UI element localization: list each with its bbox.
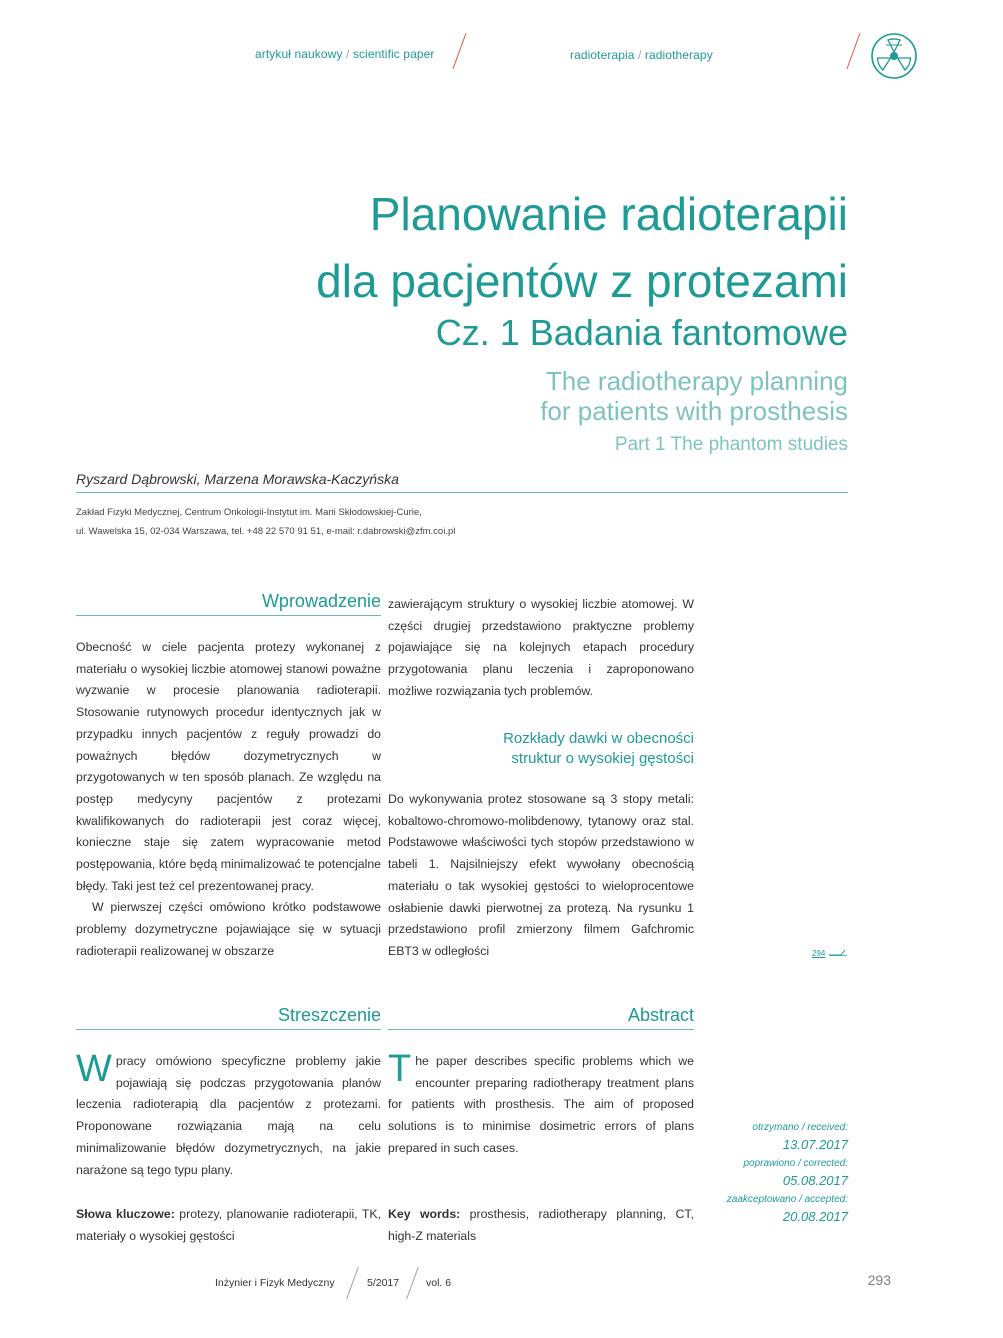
header-type-en: scientific paper — [352, 47, 435, 61]
intro-column-left — [76, 637, 381, 963]
authors: Ryszard Dąbrowski, Marzena Morawska-Kaczyńska — [76, 471, 399, 487]
dose-paragraph-1: Do wykonywania protez stosowane są 3 stopy metali: kobaltowo-chromowo-molibdenowy, tytanowy oraz stal. Podstawowe właściwości tych stopów przedstawiono w tabeli 1. Najsilniejszy efekt wywołany obecnością materiału o tak wysokiej gęstości to wieloprocentowe osłabienie dawki pierwotnej za protezą. Na rysunku 1 przedstawiono profil zmierzony filmem Gafchromic EBT3 w odległości — [388, 792, 694, 958]
received-label: otrzymano / received: — [752, 1122, 848, 1133]
radiation-society-logo-icon — [869, 31, 919, 81]
abstract-dropcap: T — [388, 1048, 412, 1090]
abstract-text — [388, 1048, 694, 1160]
title-en-line-1: The radiotherapy planning — [545, 366, 848, 396]
title-line-2: dla pacjentów z protezami — [316, 255, 848, 307]
keywords-label-pl: Słowa kluczowe: — [76, 1207, 175, 1221]
header-section-right — [570, 48, 713, 62]
header-section-left — [255, 47, 435, 61]
abstract-text-body: he paper describes specific problems which we encounter preparing radiotherapy treatment plans for patients with prosthesis. The aim of proposed solutions is to minimise dosimetric errors of plans prepared in such cases. — [388, 1054, 694, 1155]
received-date: 13.07.2017 — [782, 1137, 848, 1152]
intro-paragraph-2: W pierwszej części omówiono krótko podstawowe problemy dozymetryczne pojawiające się w sytuacji radioterapii realizowanej w obszarze — [76, 900, 381, 958]
abstract-keywords — [388, 1204, 694, 1247]
footer-divider — [346, 1267, 359, 1299]
authors-rule — [76, 492, 848, 493]
footer-volume: vol. 6 — [426, 1277, 452, 1289]
intro-paragraph-3: zawierającym struktury o wysokiej liczbie atomowej. W części drugiej przedstawiono praktyczne problemy pojawiające się na kolejnych etapach procedury przygotowania planu leczenia i zaproponowano możliwe rozwiązania tych problemów. — [388, 597, 694, 698]
footer-divider — [406, 1267, 419, 1299]
affiliation-line-2: ul. Wawelska 15, 02-034 Warszawa, tel. +48 22 570 91 51, e-mail: r.dabrowski@zfm.coi.pl — [76, 526, 456, 537]
dose-heading-line-1: Rozkłady dawki w obecności — [503, 730, 694, 747]
dates-block — [727, 1121, 848, 1229]
accepted-label: zaakceptowano / accepted: — [726, 1194, 848, 1205]
affiliation-line-1: Zakład Fizyki Medycznej, Centrum Onkologii-Instytut im. Marii Skłodowskiej-Curie, — [76, 507, 422, 518]
intro-column-right — [388, 594, 694, 703]
header-sep: / — [638, 48, 642, 62]
dose-heading-line-2: struktur o wysokiej gęstości — [511, 750, 694, 767]
title-en-line-3: Part 1 The phantom studies — [614, 434, 848, 455]
streszczenie-text — [76, 1048, 381, 1181]
intro-rule — [76, 615, 381, 616]
continue-arrow-icon — [828, 949, 848, 958]
streszczenie-text-body: pracy omówiono specyficzne problemy jakie pojawiają się podczas przygotowania planów leczenia radioterapią dla pacjentów z protezami. Proponowane rozwiązania mają na celu minimalizowanie błędów dozymetrycznych, na jakie narażone są tego typu plany. — [76, 1054, 381, 1177]
streszczenie-heading: Streszczenie — [277, 1005, 381, 1025]
keywords-pl: protezy, planowanie radioterapii, TK, materiały o wysokiej gęstości — [76, 1207, 381, 1243]
streszczenie-keywords — [76, 1204, 381, 1247]
corrected-date: 05.08.2017 — [782, 1173, 848, 1188]
dose-column — [388, 789, 694, 963]
keywords-label-en: Key words: — [388, 1207, 461, 1221]
corrected-label: poprawiono / corrected: — [743, 1158, 848, 1169]
header-divider — [847, 33, 861, 69]
footer-issue: 5/2017 — [367, 1277, 400, 1289]
abstract-body — [388, 1048, 694, 1160]
intro-paragraph-1: Obecność w ciele pacjenta protezy wykonanej z materiału o wysokiej liczbie atomowej stanowi poważne wyzwanie w procesie planowania radioterapii. Stosowanie rutynowych procedur identycznych jak w przypadku innych pacjentów z reguły prowadzi do poważnych błędów dozymetrycznych w przygotowanych w ten sposób planach. Ze względu na postęp medycyny pacjentów z protezami kwalifikowanych do radioterapii jest coraz więcej, konieczne staje się zatem wypracowanie metod postępowania, które będą minimalizować te potencjalne błędy. Taki jest też cel prezentowanej pracy. — [76, 640, 381, 893]
header-sep: / — [345, 47, 350, 61]
intro-heading: Wprowadzenie — [261, 591, 381, 611]
header-topic-pl: radioterapia — [570, 48, 635, 62]
footer-journal: Inżynier i Fizyk Medyczny — [215, 1277, 335, 1289]
accepted-date: 20.08.2017 — [782, 1209, 848, 1224]
title-line-1: Planowanie radioterapii — [369, 188, 848, 240]
streszczenie-dropcap: W — [76, 1048, 112, 1090]
abstract-rule — [388, 1029, 694, 1030]
continue-marker — [812, 948, 848, 958]
affiliation — [76, 503, 455, 541]
streszczenie-rule — [76, 1029, 381, 1030]
dose-heading — [388, 729, 694, 769]
title-en-line-2: for patients with prosthesis — [540, 396, 848, 426]
page-number: 293 — [867, 1272, 891, 1288]
header-divider — [453, 33, 467, 69]
abstract-heading: Abstract — [627, 1005, 694, 1025]
header-type-pl: artykuł naukowy — [255, 47, 343, 61]
keywords-en: prosthesis, radiotherapy planning, CT, high-Z materials — [388, 1207, 694, 1243]
header-topic-en: radiotherapy — [644, 48, 713, 62]
continue-page: 294 — [812, 949, 826, 958]
title-line-3: Cz. 1 Badania fantomowe — [435, 312, 848, 353]
streszczenie-body — [76, 1048, 381, 1181]
